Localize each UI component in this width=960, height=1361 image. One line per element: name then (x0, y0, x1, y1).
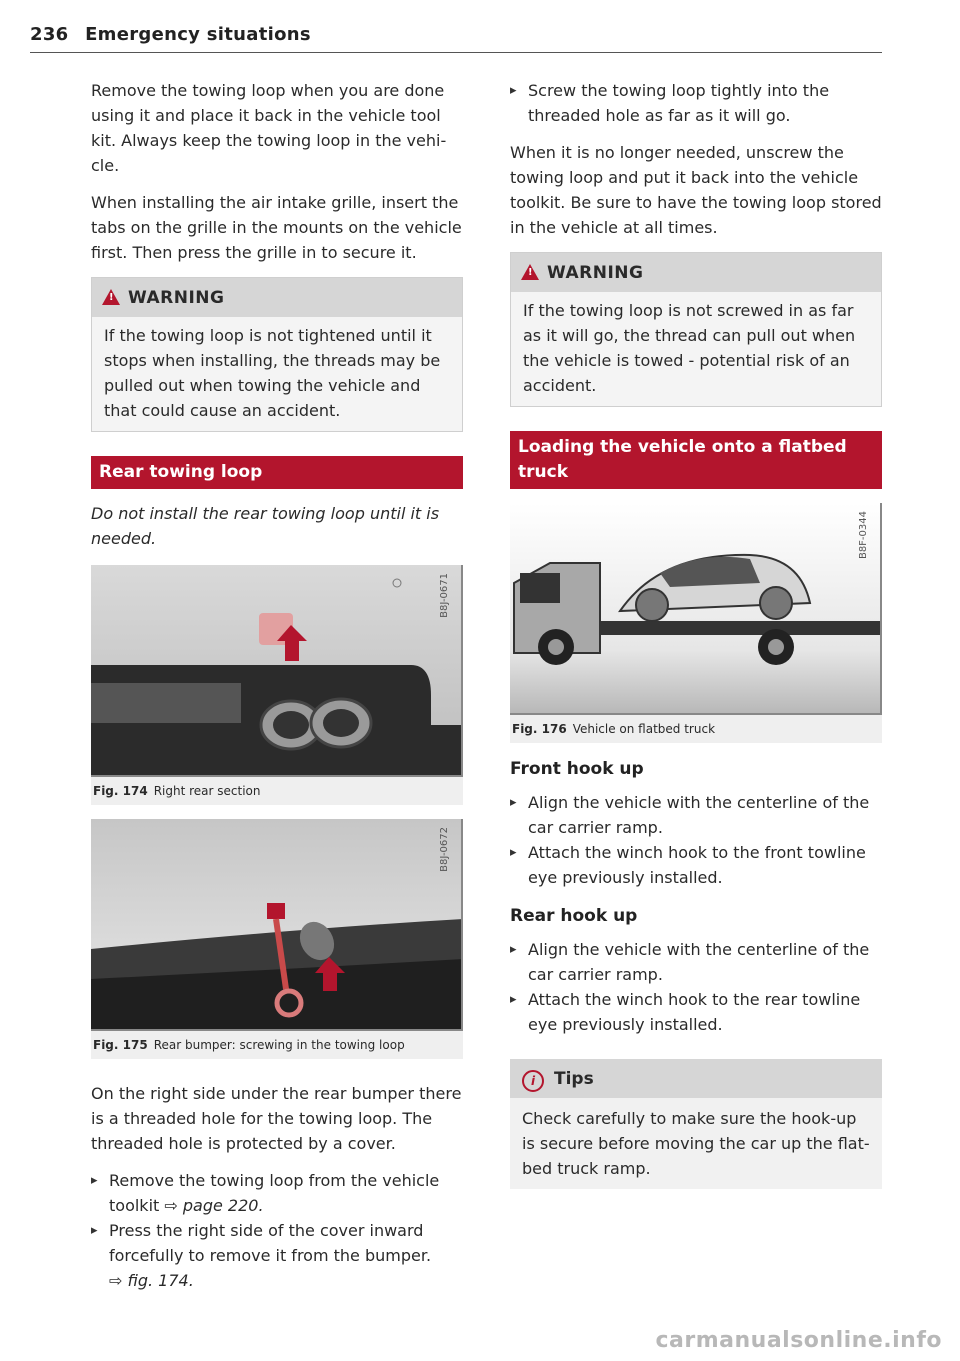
paragraph: On the right side under the rear bumper there is a threaded hole for the towing loop. The threaded hole is protected by a cover. (91, 1084, 462, 1153)
figure-174 (91, 565, 463, 805)
header-rule (30, 52, 882, 53)
bullet-item: ▸ Align the vehicle with the centerline of the car carrier ramp. (510, 937, 882, 987)
warning-box (510, 252, 882, 407)
left-column (91, 78, 463, 1293)
right-column (510, 78, 882, 1189)
bullet-item: ▸ Align the vehicle with the centerline of the car carrier ramp. (510, 790, 882, 840)
tips-text: Check carefully to make sure the hook-up is secure before moving the car up the flat-bed truck ramp. (522, 1109, 870, 1178)
towing-loop-illustration (91, 819, 463, 1031)
tips-box (510, 1059, 882, 1189)
figure-code: B8J-0671 (439, 573, 450, 618)
subheading-rear-hook-up: Rear hook up (510, 906, 638, 926)
tips-title: i Tips (510, 1059, 882, 1098)
figure-175 (91, 819, 463, 1059)
flatbed-truck-illustration (510, 503, 882, 715)
warning-title: !WARNING (511, 253, 881, 292)
info-icon: i (522, 1070, 544, 1092)
figure-reference-link[interactable]: ⇨ fig. 174. (109, 1271, 194, 1290)
warning-text: If the towing loop is not screwed in as far as it will go, the thread can pull out when the vehicle is towed - potential risk of an accident. (523, 301, 856, 395)
warning-text: If the towing loop is not tightened until it stops when installing, the threads may be pulled out when towing the vehicle and that could cause an accident. (104, 326, 441, 420)
warning-title: !WARNING (92, 278, 462, 317)
bullet-item: ▸ Press the right side of the cover inward forcefully to remove it from the bumper. ⇨ fig. 174. (91, 1218, 463, 1293)
figure-176 (510, 503, 882, 743)
paragraph: Remove the towing loop when you are done using it and place it back in the vehicle tool kit. Always keep the towing loop in the vehi-cle. (91, 81, 447, 175)
section-heading: Emergency situations (85, 24, 311, 45)
section-title-flatbed: Loading the vehicle onto a flatbed truck (510, 431, 882, 489)
page-header (30, 24, 311, 45)
bullet-item: ▸ Attach the winch hook to the front towline eye previously installed. (510, 840, 882, 890)
section-title-rear-towing-loop: Rear towing loop (91, 456, 463, 489)
bullet-item: ▸ Screw the towing loop tightly into the threaded hole as far as it will go. (510, 78, 882, 128)
subheading-front-hook-up: Front hook up (510, 759, 644, 779)
paragraph: When installing the air intake grille, insert the tabs on the grille in the mounts on the vehicle first. Then press the grille in to secure it. (91, 193, 462, 262)
watermark: carmanualsonline.info (655, 1328, 942, 1353)
page-reference-link[interactable]: page 220. (182, 1196, 264, 1215)
figure-code: B8F-0344 (858, 511, 869, 560)
page-number: 236 (30, 24, 69, 45)
paragraph: When it is no longer needed, unscrew the towing loop and put it back into the vehicle toolkit. Be sure to have the towing loop stored in the vehicle at all times. (510, 143, 882, 237)
rear-section-illustration (91, 565, 463, 777)
figure-caption: Fig. 174 Right rear section (93, 784, 261, 798)
figure-caption: Fig. 176 Vehicle on flatbed truck (512, 722, 716, 736)
bullet-item: ▸ Attach the winch hook to the rear towline eye previously installed. (510, 987, 882, 1037)
warning-triangle-icon (521, 264, 539, 280)
warning-box (91, 277, 463, 432)
section-intro: Do not install the rear towing loop until it is needed. (91, 504, 440, 548)
figure-code: B8J-0672 (439, 827, 450, 872)
bullet-item: ▸ Remove the towing loop from the vehicle toolkit ⇨ page 220. (91, 1168, 463, 1218)
figure-caption: Fig. 175 Rear bumper: screwing in the towing loop (93, 1038, 405, 1052)
warning-triangle-icon (102, 289, 120, 305)
